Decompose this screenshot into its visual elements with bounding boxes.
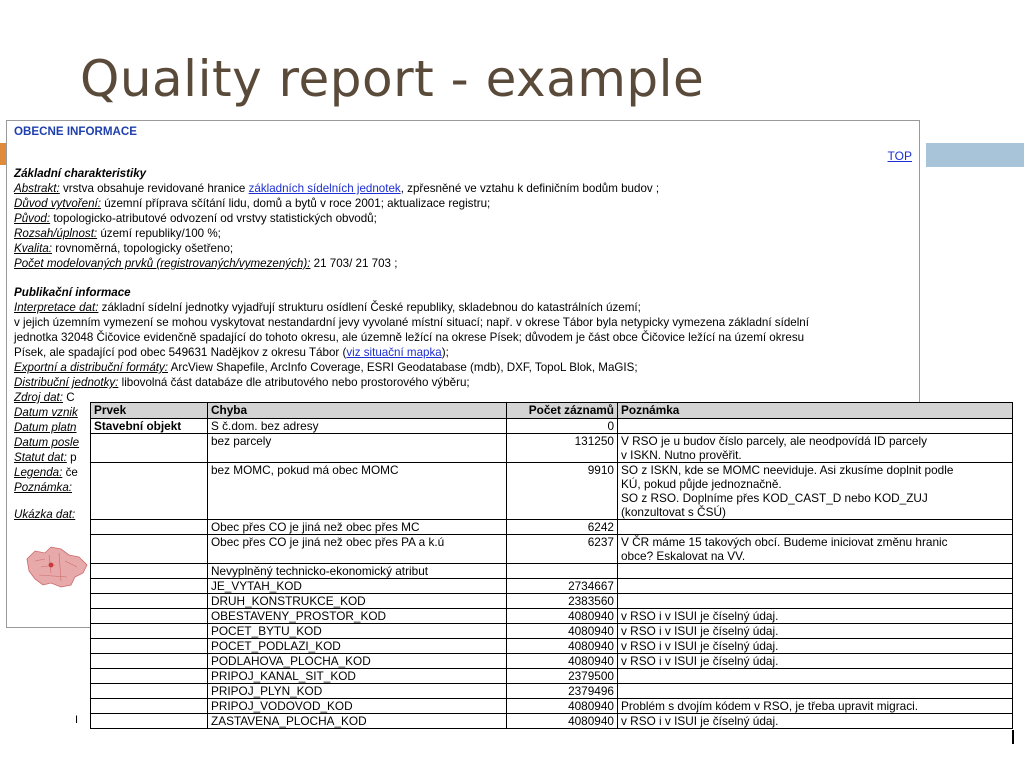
table-row	[91, 564, 1013, 579]
header-pocet: Počet záznamů	[507, 403, 618, 419]
cell-poznamka	[618, 535, 1013, 564]
abstract-line	[7, 181, 919, 196]
quality-label: Kvalita:	[14, 242, 53, 255]
text-cursor	[1012, 730, 1014, 744]
poznamka-line: V RSO je u budov číslo parcely, ale neodpovídá ID parcely	[621, 434, 928, 448]
cell-prvek	[91, 434, 208, 463]
cell-poznamka	[618, 654, 1013, 669]
status-label: Statut dat:	[14, 451, 67, 464]
cell-chyba: ZASTAVENA_PLOCHA_KOD	[208, 714, 507, 729]
blue-accent-bar	[926, 143, 1024, 167]
table-row	[91, 639, 1013, 654]
left-stub-char: I	[75, 714, 79, 726]
dist-line	[7, 375, 919, 390]
poznamka-line: v RSO i v ISUI je číselný údaj.	[621, 639, 779, 653]
header-chyba: Chyba	[208, 403, 507, 419]
cell-chyba: bez parcely	[208, 434, 507, 463]
situacni-mapka-link[interactable]: viz situační mapka	[346, 346, 442, 359]
poznamka-line: v RSO i v ISUI je číselný údaj.	[621, 624, 779, 638]
cell-prvek	[91, 579, 208, 594]
panel-heading: OBECNE INFORMACE	[14, 125, 138, 138]
abstract-label: Abstrakt:	[14, 182, 60, 195]
cell-poznamka	[618, 684, 1013, 699]
cell-poznamka	[618, 669, 1013, 684]
slide-title: Quality report - example	[80, 50, 705, 108]
dist-text: libovolná část databáze dle atributového nebo prostorového výběru;	[118, 376, 470, 389]
note-label: Poznámka:	[14, 481, 72, 494]
table-row	[91, 434, 1013, 463]
poznamka-line: KÚ, pokud půjde jednoznačně.	[621, 477, 782, 491]
cell-poznamka	[618, 520, 1013, 535]
dist-label: Distribuční jednotky:	[14, 376, 119, 389]
czech-map-thumbnail	[21, 541, 91, 593]
legend-label: Legenda:	[14, 466, 63, 479]
legend-text: če	[62, 466, 78, 479]
cell-poznamka	[618, 434, 1013, 463]
poznamka-line: obce? Eskalovat na VV.	[621, 549, 746, 563]
interp-line	[7, 300, 919, 315]
created-label: Datum vznik	[14, 406, 78, 419]
count-label: Počet modelovaných prvků (registrovaných/vymezených):	[14, 257, 311, 270]
cell-poznamka	[618, 579, 1013, 594]
cell-chyba: POCET_BYTU_KOD	[208, 624, 507, 639]
cell-pocet: 4080940	[507, 639, 618, 654]
cell-chyba: bez MOMC, pokud má obec MOMC	[208, 463, 507, 520]
sidelni-jednotky-link[interactable]: základních sídelních jednotek	[248, 182, 401, 195]
top-link[interactable]: TOP	[887, 149, 912, 163]
quality-line	[7, 241, 919, 256]
cell-chyba: OBESTAVENY_PROSTOR_KOD	[208, 609, 507, 624]
cell-chyba: PODLAHOVA_PLOCHA_KOD	[208, 654, 507, 669]
table-row	[91, 624, 1013, 639]
poznamka-line: (konzultovat s ČSÚ)	[621, 505, 726, 519]
cell-pocet: 2383560	[507, 594, 618, 609]
table-row	[91, 654, 1013, 669]
poznamka-line: v RSO i v ISUI je číselný údaj.	[621, 654, 779, 668]
table-row	[91, 579, 1013, 594]
interp-text: základní sídelní jednotky vyjadřují strukturu osídlení České republiky, skladebnou do katastrálních území;	[98, 301, 641, 314]
cell-pocet: 2734667	[507, 579, 618, 594]
cell-poznamka	[618, 609, 1013, 624]
interp-line-3: jednotka 32048 Čičovice evidenčně spadající do tohoto okresu, ale územně ležící na okrese Písek; důvodem je část obce Čičovice ležící na území okresu	[14, 331, 805, 344]
last-label: Datum posle	[14, 436, 80, 449]
cell-pocet: 2379496	[507, 684, 618, 699]
interp-line-4	[7, 345, 919, 360]
errors-table	[90, 402, 1013, 729]
cell-chyba: DRUH_KONSTRUKCE_KOD	[208, 594, 507, 609]
poznamka-line: SO z RSO. Doplníme přes KOD_CAST_D nebo KOD_ZUJ	[621, 491, 928, 505]
line4-text: Písek, ale spadající pod obec 549631 Nadějkov z okresu Tábor (	[14, 346, 347, 359]
origin-line	[7, 211, 919, 226]
cell-poznamka	[618, 639, 1013, 654]
cell-prvek	[91, 714, 208, 729]
cell-pocet: 6242	[507, 520, 618, 535]
scope-text: území republiky/100 %;	[97, 227, 221, 240]
reason-line	[7, 196, 919, 211]
header-prvek: Prvek	[91, 403, 208, 419]
cell-prvek	[91, 684, 208, 699]
line4-end: );	[441, 346, 449, 359]
abstract-text1: vrstva obsahuje revidované hranice	[59, 182, 249, 195]
cell-pocet: 4080940	[507, 609, 618, 624]
export-text: ArcView Shapefile, ArcInfo Coverage, ESRI Geodatabase (mdb), DXF, TopoL Blok, MaGIS;	[168, 361, 638, 374]
poznamka-line: Problém s dvojím kódem v RSO, je třeba upravit migraci.	[621, 699, 918, 713]
cell-poznamka	[618, 419, 1013, 434]
table-header-row	[91, 403, 1013, 419]
cell-poznamka	[618, 564, 1013, 579]
cell-chyba: POCET_PODLAZI_KOD	[208, 639, 507, 654]
cell-prvek	[91, 639, 208, 654]
quality-text: rovnoměrná, topologicky ošetřeno;	[52, 242, 234, 255]
cell-pocet: 2379500	[507, 669, 618, 684]
poznamka-line: V ČR máme 15 takových obcí. Budeme iniciovat změnu hranic	[621, 535, 948, 549]
cell-pocet: 4080940	[507, 654, 618, 669]
origin-label: Původ:	[14, 212, 51, 225]
table-row	[91, 594, 1013, 609]
cell-prvek	[91, 520, 208, 535]
cell-pocet	[507, 564, 618, 579]
cell-chyba: PRIPOJ_VODOVOD_KOD	[208, 699, 507, 714]
table-row	[91, 714, 1013, 729]
cell-poznamka	[618, 463, 1013, 520]
source-label: Zdroj dat:	[14, 391, 63, 404]
cell-prvek	[91, 654, 208, 669]
cell-pocet: 4080940	[507, 624, 618, 639]
cell-prvek	[91, 624, 208, 639]
count-line	[7, 256, 919, 271]
cell-prvek	[91, 463, 208, 520]
cell-pocet: 9910	[507, 463, 618, 520]
table-row	[91, 669, 1013, 684]
cell-pocet: 4080940	[507, 714, 618, 729]
table-row	[91, 419, 1013, 434]
count-text: 21 703/ 21 703 ;	[310, 257, 398, 270]
interp-label: Interpretace dat:	[14, 301, 99, 314]
cell-pocet: 6237	[507, 535, 618, 564]
cell-prvek	[91, 594, 208, 609]
cell-poznamka	[618, 699, 1013, 714]
cell-chyba: Obec přes CO je jiná než obec přes MC	[208, 520, 507, 535]
export-line	[7, 360, 919, 375]
cell-pocet: 4080940	[507, 699, 618, 714]
table-row	[91, 609, 1013, 624]
source-text: C	[62, 391, 75, 404]
reason-label: Důvod vytvoření:	[14, 197, 101, 210]
scope-line	[7, 226, 919, 241]
cell-prvek: Stavební objekt	[91, 419, 208, 434]
section-basic-title: Základní charakteristiky	[14, 167, 147, 180]
cell-prvek	[91, 609, 208, 624]
abstract-text2: , zpřesněné ve vztahu k definičním bodům budov ;	[400, 182, 660, 195]
export-label: Exportní a distribuční formáty:	[14, 361, 169, 374]
cell-prvek	[91, 699, 208, 714]
table-row	[91, 535, 1013, 564]
table-row	[91, 520, 1013, 535]
sample-label: Ukázka dat:	[14, 508, 76, 521]
interp-line-2: v jejich územním vymezení se mohou vyskytovat nestandardní jevy vyvolané místní situací; např. v okrese Tábor byla netypicky vymezena základní sídelní	[14, 316, 809, 329]
cell-prvek	[91, 535, 208, 564]
valid-label: Datum platn	[14, 421, 77, 434]
cell-chyba: PRIPOJ_KANAL_SIT_KOD	[208, 669, 507, 684]
poznamka-line: v ISKN. Nutno prověřit.	[621, 448, 742, 462]
scope-label: Rozsah/úplnost:	[14, 227, 98, 240]
cell-poznamka	[618, 594, 1013, 609]
header-poznamka: Poznámka	[618, 403, 1013, 419]
section-publication-title: Publikační informace	[14, 286, 131, 299]
status-text: p	[66, 451, 77, 464]
cell-pocet: 0	[507, 419, 618, 434]
cell-chyba: S č.dom. bez adresy	[208, 419, 507, 434]
poznamka-line: SO z ISKN, kde se MOMC neeviduje. Asi zkusíme doplnit podle	[621, 463, 954, 477]
cell-poznamka	[618, 624, 1013, 639]
table-row	[91, 463, 1013, 520]
cell-prvek	[91, 669, 208, 684]
poznamka-line: v RSO i v ISUI je číselný údaj.	[621, 714, 779, 728]
table-row	[91, 699, 1013, 714]
origin-text: topologicko-atributové odvození od vrstvy statistických obvodů;	[50, 212, 377, 225]
poznamka-line: v RSO i v ISUI je číselný údaj.	[621, 609, 779, 623]
cell-chyba: Obec přes CO je jiná než obec přes PA a k.ú	[208, 535, 507, 564]
cell-chyba: Nevyplněný technicko-ekonomický atribut	[208, 564, 507, 579]
cell-poznamka	[618, 714, 1013, 729]
cell-chyba: PRIPOJ_PLYN_KOD	[208, 684, 507, 699]
cell-pocet: 131250	[507, 434, 618, 463]
table-row	[91, 684, 1013, 699]
cell-prvek	[91, 564, 208, 579]
cell-chyba: JE_VYTAH_KOD	[208, 579, 507, 594]
reason-text: územní příprava sčítání lidu, domů a bytů v roce 2001; aktualizace registru;	[101, 197, 491, 210]
